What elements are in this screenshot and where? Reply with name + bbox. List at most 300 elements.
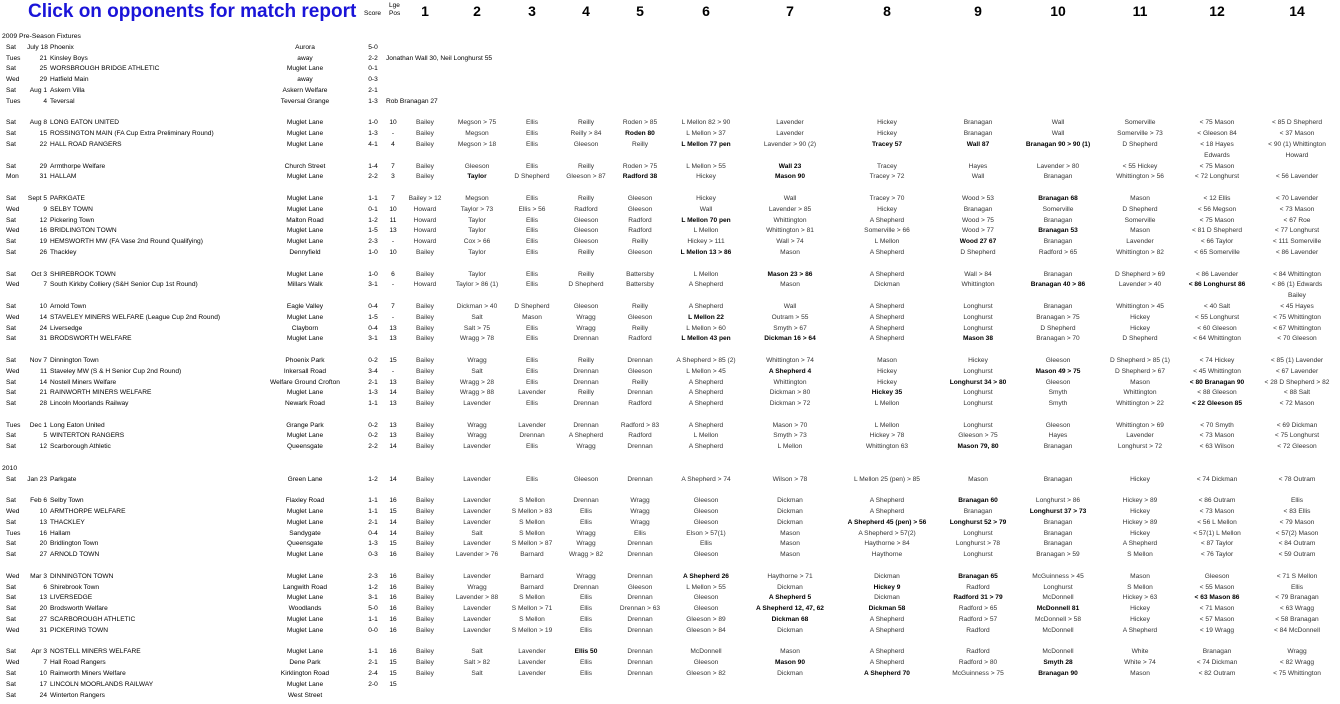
- player-cell: D Shepherd > 85 (1): [1110, 356, 1170, 364]
- player-cell: Hickey: [1130, 508, 1150, 516]
- player-cell: L Mellon: [693, 432, 719, 440]
- opponent-link[interactable]: Pickering Town: [50, 216, 95, 224]
- score: 0-2: [368, 356, 378, 364]
- opponent-link[interactable]: South Kirkby Colliery (S&H Senior Cup 1st Round): [50, 281, 198, 289]
- player-cell: < 73 Mason: [1199, 508, 1235, 516]
- player-cell: < 86 Outram: [1198, 497, 1236, 505]
- player-cell: Hickey: [1130, 313, 1150, 321]
- score: 1-1: [368, 648, 378, 656]
- opponent-link[interactable]: Kinsley Boys: [50, 54, 88, 62]
- player-cell: Somerville: [1124, 119, 1156, 127]
- player-cell: Ellis: [525, 248, 539, 256]
- player-cell: Wall 23: [778, 162, 802, 170]
- opponent-link[interactable]: Selby Town: [50, 497, 84, 505]
- opponent-link[interactable]: HEMSWORTH MW (FA Vase 2nd Round Qualifying): [50, 238, 203, 246]
- player-cell: Wragg > 88: [459, 389, 495, 397]
- match-day: Sat: [6, 86, 16, 94]
- player-cell: Hickey: [1130, 529, 1150, 537]
- player-cell: Branagan: [963, 130, 993, 138]
- player-cell: < 86 Longhurst 86: [1188, 281, 1246, 289]
- fixture-row: [0, 496, 1340, 507]
- player-cell: Lavender: [463, 572, 491, 580]
- player-cell: Longhurst: [1043, 583, 1073, 591]
- opponent-link[interactable]: SELBY TOWN: [50, 205, 93, 213]
- player-cell: A Shepherd 45 (pen) > 56: [847, 518, 927, 526]
- player-cell: Ellis: [525, 227, 539, 235]
- match-day: Wed: [6, 508, 20, 516]
- player-cell: Whittington: [961, 281, 995, 289]
- match-day: Sat: [6, 162, 16, 170]
- player-cell: Reilly: [631, 302, 649, 310]
- match-date: 13: [39, 594, 47, 602]
- opponent-link[interactable]: LIVERSEDGE: [50, 594, 93, 602]
- opponent-link[interactable]: Brodsworth Welfare: [50, 605, 108, 613]
- player-cell: L Mellon > 60: [686, 324, 726, 332]
- player-cell: < 88 Salt: [1283, 389, 1311, 397]
- player-cell: Gleeson: [627, 583, 653, 591]
- player-cell: Branagan 90 > 90 (1): [1025, 140, 1091, 148]
- opponent-link[interactable]: Parkgate: [50, 475, 77, 483]
- league-position: 14: [389, 529, 397, 537]
- match-day: Tues: [6, 97, 21, 105]
- opponent-link[interactable]: Arnold Town: [50, 302, 87, 310]
- league-position: 11: [389, 216, 397, 224]
- spacer-row: [0, 108, 1340, 119]
- player-cell: Ellis: [633, 529, 647, 537]
- league-position: -: [391, 313, 395, 321]
- player-cell: Drennan > 63: [619, 605, 661, 613]
- spacer-row: [0, 453, 1340, 464]
- player-cell: Radford: [628, 400, 652, 408]
- player-cell: Wilson > 78: [772, 475, 808, 483]
- fixture-row: [0, 388, 1340, 399]
- opponent-link[interactable]: SCARBOROUGH ATHLETIC: [50, 616, 136, 624]
- player-cell: Branagan 40 > 86: [1030, 281, 1086, 289]
- player-cell: Whittington: [773, 216, 807, 224]
- player-cell: Gleeson: [627, 194, 653, 202]
- player-cell: Gleeson: [627, 205, 653, 213]
- opponent-link[interactable]: BRODSWORTH WELFARE: [50, 335, 132, 343]
- match-date: 14: [39, 378, 47, 386]
- opponent-link[interactable]: BRIDLINGTON TOWN: [50, 227, 117, 235]
- player-cell: Dickman: [777, 626, 803, 634]
- player-cell: Branagan 65: [958, 572, 998, 580]
- player-cell: Bailey: [416, 270, 434, 278]
- venue: Muglet Lane: [286, 389, 324, 397]
- opponent-link[interactable]: Teversal: [50, 97, 75, 105]
- player-cell: Hickey > 63: [1122, 594, 1158, 602]
- player-cell: Bailey: [416, 594, 434, 602]
- player-cell: Dickman: [874, 594, 900, 602]
- player-cell: < 74 Dickman: [1196, 659, 1238, 667]
- player-cell: A Shepherd: [869, 313, 905, 321]
- player-cell: Drennan: [627, 540, 653, 548]
- player-cell: Bailey: [1288, 292, 1306, 300]
- score: 3-1: [368, 594, 378, 602]
- player-cell: Barnard: [520, 551, 544, 559]
- venue: Muglet Lane: [286, 518, 324, 526]
- match-day: Sat: [6, 680, 16, 688]
- opponent-link[interactable]: Armthorpe Welfare: [50, 162, 106, 170]
- player-cell: A Shepherd: [688, 421, 724, 429]
- player-cell: Ellis > 56: [518, 205, 546, 213]
- venue: Muglet Lane: [286, 680, 324, 688]
- match-date: 9: [43, 205, 47, 213]
- fixture-row: [0, 118, 1340, 129]
- player-cell: < 37 Mason: [1279, 130, 1315, 138]
- opponent-link[interactable]: DINNINGTON TOWN: [50, 572, 114, 580]
- player-cell: Whittington > 69: [1116, 421, 1164, 429]
- match-day: Sat: [6, 378, 16, 386]
- opponent-link[interactable]: Askern Villa: [50, 86, 85, 94]
- opponent-link[interactable]: Hall Road Rangers: [50, 659, 106, 667]
- player-cell: Mason: [780, 248, 800, 256]
- player-cell: L Mellon > 55: [686, 162, 726, 170]
- match-date: 10: [39, 508, 47, 516]
- player-cell: Smyth > 73: [773, 432, 807, 440]
- venue: Dene Park: [289, 659, 321, 667]
- player-cell: Somerville > 66: [864, 227, 910, 235]
- player-cell: Bailey: [416, 378, 434, 386]
- player-cell: Dickman 16 > 64: [764, 335, 816, 343]
- match-date: 10: [39, 670, 47, 678]
- player-cell: < 80 Branagan 90: [1189, 378, 1245, 386]
- score: 2-2: [368, 54, 378, 62]
- match-day: Sat: [6, 605, 16, 613]
- player-cell: Wragg: [467, 421, 487, 429]
- player-cell: Wragg: [630, 497, 650, 505]
- opponent-link[interactable]: ARNOLD TOWN: [50, 551, 100, 559]
- opponent-link[interactable]: Winterton Rangers: [50, 691, 105, 699]
- venue: Muglet Lane: [286, 194, 324, 202]
- player-cell: < 72 Longhurst: [1194, 173, 1240, 181]
- match-day: Sat: [6, 475, 16, 483]
- player-cell: Reilly: [631, 378, 649, 386]
- venue: Muglet Lane: [286, 432, 324, 440]
- opponent-link[interactable]: HALL ROAD RANGERS: [50, 140, 122, 148]
- player-cell: Ellis: [579, 594, 593, 602]
- opponent-link[interactable]: Staveley MW (S & H Senior Cup 2nd Round): [50, 367, 182, 375]
- opponent-link[interactable]: Hallam: [50, 529, 71, 537]
- player-cell: A Shepherd: [869, 324, 905, 332]
- player-cell: Longhurst: [963, 421, 993, 429]
- score: 0-2: [368, 432, 378, 440]
- player-cell: Taylor > 86 (1): [455, 281, 499, 289]
- player-cell: Bailey: [416, 248, 434, 256]
- player-cell: Radford: [628, 335, 652, 343]
- player-cell: < 79 Branagan: [1275, 594, 1319, 602]
- player-cell: Tracey 57: [871, 140, 903, 148]
- player-cell: McGuinness > 75: [952, 670, 1004, 678]
- spacer-row: [0, 561, 1340, 572]
- player-cell: Gleeson: [627, 367, 653, 375]
- score: 1-1: [368, 400, 378, 408]
- player-cell: Gleeson: [573, 475, 599, 483]
- opponent-link[interactable]: RAINWORTH MINERS WELFARE: [50, 389, 152, 397]
- player-cell: Outram > 55: [771, 313, 809, 321]
- opponent-link[interactable]: Thackley: [50, 248, 77, 256]
- player-cell: McDonnell > 58: [1035, 616, 1081, 624]
- match-day: Sat: [6, 119, 16, 127]
- venue: Teversal Grange: [280, 97, 330, 105]
- player-cell: < 72 Mason: [1279, 400, 1315, 408]
- match-day: Wed: [6, 572, 20, 580]
- player-cell: Ellis: [525, 281, 539, 289]
- player-cell: Gleeson: [1045, 421, 1071, 429]
- player-cell: < 67 Whittington: [1273, 324, 1321, 332]
- league-position: 15: [389, 659, 397, 667]
- venue: West Street: [287, 691, 323, 699]
- score: 1-3: [368, 389, 378, 397]
- section-heading: [0, 464, 1340, 475]
- player-cell: Branagan 68: [1038, 194, 1078, 202]
- player-cell: A Shepherd: [568, 432, 604, 440]
- fixture-row: [0, 529, 1340, 540]
- player-cell: Hickey: [877, 205, 897, 213]
- opponent-link[interactable]: Shirebrook Town: [50, 583, 99, 591]
- fixture-row: [0, 64, 1340, 75]
- player-cell: < 45 Hayes: [1280, 302, 1314, 310]
- player-cell: < 63 Wragg: [1279, 605, 1315, 613]
- venue: Muglet Lane: [286, 205, 324, 213]
- player-cell: < 87 Taylor: [1200, 540, 1234, 548]
- fixture-row: [0, 593, 1340, 604]
- player-cell: < 111 Somerville: [1272, 238, 1322, 246]
- match-date: 4: [43, 97, 47, 105]
- player-cell: A Shepherd: [688, 281, 724, 289]
- fixture-row: [0, 669, 1340, 680]
- player-cell: Megson > 75: [457, 119, 497, 127]
- score: 1-0: [368, 270, 378, 278]
- player-cell: Tracey > 70: [869, 194, 905, 202]
- player-cell: Wall: [971, 173, 985, 181]
- opponent-link[interactable]: Scarborough Athletic: [50, 443, 111, 451]
- league-position: 14: [389, 475, 397, 483]
- score: 2-1: [368, 86, 378, 94]
- league-position: 16: [389, 594, 397, 602]
- fixture-row: [0, 572, 1340, 583]
- player-cell: A Shepherd > 74: [681, 475, 731, 483]
- player-cell: S Mellon: [519, 497, 545, 505]
- player-cell: Ellis: [525, 378, 539, 386]
- venue: away: [297, 54, 313, 62]
- opponent-link[interactable]: Phoenix: [50, 43, 74, 51]
- column-number-12: 12: [1209, 3, 1225, 19]
- player-cell: Battersby: [626, 270, 654, 278]
- player-cell: Hickey: [1130, 324, 1150, 332]
- player-cell: < 55 Longhurst: [1194, 313, 1240, 321]
- opponent-link[interactable]: ROSSINGTON MAIN (FA Cup Extra Preliminary Round): [50, 130, 214, 138]
- player-cell: Hickey 9: [873, 583, 901, 591]
- fixture-row: [0, 54, 1340, 65]
- score: 0-4: [368, 529, 378, 537]
- match-date: 15: [39, 130, 47, 138]
- player-cell: Smyth 28: [1043, 659, 1073, 667]
- opponent-link[interactable]: WORSBROUGH BRIDGE ATHLETIC: [50, 65, 160, 73]
- opponent-link[interactable]: Bridlington Town: [50, 540, 99, 548]
- player-cell: Ellis: [525, 216, 539, 224]
- player-cell: A Shepherd 5: [768, 594, 812, 602]
- player-cell: < 71 Mason: [1199, 605, 1235, 613]
- match-date: 16: [39, 227, 47, 235]
- score: 1-2: [368, 583, 378, 591]
- player-cell: D Shepherd > 67: [1114, 367, 1166, 375]
- player-cell: Lavender > 76: [455, 551, 499, 559]
- player-cell: Wood 27 67: [959, 238, 997, 246]
- match-date: Feb 6: [30, 497, 47, 505]
- player-cell: Branagan: [1043, 216, 1073, 224]
- opponent-link[interactable]: SHIREBROOK TOWN: [50, 270, 116, 278]
- player-cell: Lavender: [518, 659, 546, 667]
- player-cell: Bailey: [416, 551, 434, 559]
- match-date: 26: [39, 248, 47, 256]
- player-cell: < 86 (1) Edwards: [1271, 281, 1323, 289]
- player-cell: < 86 Lavender: [1275, 248, 1319, 256]
- league-position: 10: [389, 119, 397, 127]
- match-date: 31: [39, 626, 47, 634]
- player-cell: Branagan: [1043, 443, 1073, 451]
- player-cell: L Mellon 70 pen: [681, 216, 731, 224]
- match-day: Sat: [6, 43, 16, 51]
- match-day: Sat: [6, 130, 16, 138]
- player-cell: Hickey: [877, 130, 897, 138]
- player-cell: Radford: [966, 626, 990, 634]
- player-cell: McDonnell: [1042, 626, 1074, 634]
- scorers-note: Jonathan Wall 30, Neil Longhurst 55: [386, 54, 493, 62]
- player-cell: Lavender: [463, 605, 491, 613]
- player-cell: Howard: [1285, 151, 1309, 159]
- player-cell: A Shepherd 70: [864, 670, 910, 678]
- opponent-link[interactable]: Liversedge: [50, 324, 83, 332]
- league-position: 10: [389, 248, 397, 256]
- opponent-link[interactable]: LINCOLN MOORLANDS RAILWAY: [50, 680, 154, 688]
- player-cell: A Shepherd: [688, 389, 724, 397]
- league-position: 16: [389, 583, 397, 591]
- player-cell: < 57 Mason: [1199, 616, 1235, 624]
- player-cell: < 58 Branagan: [1275, 616, 1319, 624]
- player-cell: Bailey: [416, 648, 434, 656]
- score: 1-2: [368, 475, 378, 483]
- player-cell: < 22 Gleeson 85: [1191, 400, 1243, 408]
- player-cell: Radford 38: [622, 173, 658, 181]
- player-cell: D Shepherd: [514, 302, 550, 310]
- player-cell: Mason 90: [774, 659, 806, 667]
- player-cell: S Mellon > 83: [511, 508, 553, 516]
- league-position: 7: [391, 302, 395, 310]
- opponent-link[interactable]: Nostell Miners Welfare: [50, 378, 117, 386]
- score: 1-4: [368, 162, 378, 170]
- opponent-link[interactable]: PARKGATE: [50, 194, 85, 202]
- league-position: 13: [389, 400, 397, 408]
- player-cell: < 84 Whittington: [1273, 270, 1321, 278]
- player-cell: Taylor: [468, 270, 486, 278]
- player-cell: < 77 Longhurst: [1274, 227, 1320, 235]
- player-cell: Megson: [465, 130, 489, 138]
- opponent-link[interactable]: WINTERTON RANGERS: [50, 432, 125, 440]
- match-day: Sat: [6, 497, 16, 505]
- player-cell: Battersby: [626, 281, 654, 289]
- player-cell: Ellis: [1290, 583, 1304, 591]
- player-cell: Taylor: [468, 227, 486, 235]
- player-cell: A Shepherd 4: [768, 367, 812, 375]
- player-cell: < 81 D Shepherd: [1191, 227, 1243, 235]
- match-day: Sat: [6, 65, 16, 73]
- player-cell: Lavender: [463, 443, 491, 451]
- fixture-row: [0, 647, 1340, 658]
- player-cell: Mason: [1130, 670, 1150, 678]
- player-cell: Salt: [471, 529, 483, 537]
- player-cell: Branagan: [963, 119, 993, 127]
- player-cell: Smyth > 67: [773, 324, 807, 332]
- match-date: Aug 1: [29, 86, 47, 94]
- opponent-link[interactable]: HALLAM: [50, 173, 77, 181]
- player-cell: Wragg: [576, 529, 596, 537]
- player-cell: Ellis: [525, 400, 539, 408]
- column-number-4: 4: [582, 3, 590, 19]
- player-cell: Tracey: [877, 162, 897, 170]
- player-cell: Gleeson: [464, 162, 490, 170]
- opponent-link[interactable]: Long Eaton United: [50, 421, 105, 429]
- player-cell: D Shepherd: [1122, 335, 1158, 343]
- score: 0-3: [368, 551, 378, 559]
- opponent-link[interactable]: STAVELEY MINERS WELFARE (League Cup 2nd Round): [50, 313, 221, 321]
- player-cell: Roden 80: [625, 130, 655, 138]
- opponent-link[interactable]: Rainworth Miners Welfare: [50, 670, 126, 678]
- opponent-link[interactable]: NOSTELL MINERS WELFARE: [50, 648, 141, 656]
- opponent-link[interactable]: Dinnington Town: [50, 356, 99, 364]
- player-cell: < 73 Mason: [1199, 432, 1235, 440]
- player-cell: Drennan: [627, 572, 653, 580]
- venue: Inkersall Road: [283, 367, 327, 375]
- player-cell: Branagan: [963, 508, 993, 516]
- player-cell: Lavender: [776, 130, 804, 138]
- opponent-link[interactable]: Lincoln Moorlands Railway: [50, 400, 129, 408]
- venue: Dennyfield: [289, 248, 321, 256]
- player-cell: Wall 87: [966, 140, 990, 148]
- score: 2-2: [368, 173, 378, 181]
- player-cell: Wall > 74: [776, 238, 804, 246]
- player-cell: L Mellon 43 pen: [681, 335, 731, 343]
- player-cell: Mason 23 > 86: [767, 270, 813, 278]
- opponent-link[interactable]: Hatfield Main: [50, 76, 89, 84]
- player-cell: Lavender: [463, 400, 491, 408]
- player-cell: < 64 Whittington: [1193, 335, 1241, 343]
- score: 0-3: [368, 76, 378, 84]
- match-day: Wed: [6, 205, 20, 213]
- player-cell: Longhurst > 72: [1117, 443, 1163, 451]
- opponent-link[interactable]: ARMTHORPE WELFARE: [50, 508, 126, 516]
- score: 2-3: [368, 572, 378, 580]
- player-cell: McDonnell: [1042, 594, 1074, 602]
- player-cell: Radford: [628, 227, 652, 235]
- fixture-row: [0, 302, 1340, 313]
- opponent-link[interactable]: LONG EATON UNITED: [50, 119, 119, 127]
- match-date: Oct 3: [31, 270, 47, 278]
- fixtures-table: [0, 32, 1340, 701]
- player-cell: Bailey: [416, 324, 434, 332]
- player-cell: Branagan: [1043, 238, 1073, 246]
- player-cell: S Mellon: [1127, 583, 1153, 591]
- match-date: 14: [39, 313, 47, 321]
- opponent-link[interactable]: THACKLEY: [50, 518, 85, 526]
- player-cell: Hickey: [877, 119, 897, 127]
- opponent-link[interactable]: PICKERING TOWN: [50, 626, 109, 634]
- player-cell: < 57(2) Mason: [1275, 529, 1319, 537]
- player-cell: Taylor: [467, 173, 487, 181]
- player-cell: Drennan: [627, 626, 653, 634]
- player-cell: Branagan > 70: [1036, 335, 1080, 343]
- venue: Church Street: [284, 162, 326, 170]
